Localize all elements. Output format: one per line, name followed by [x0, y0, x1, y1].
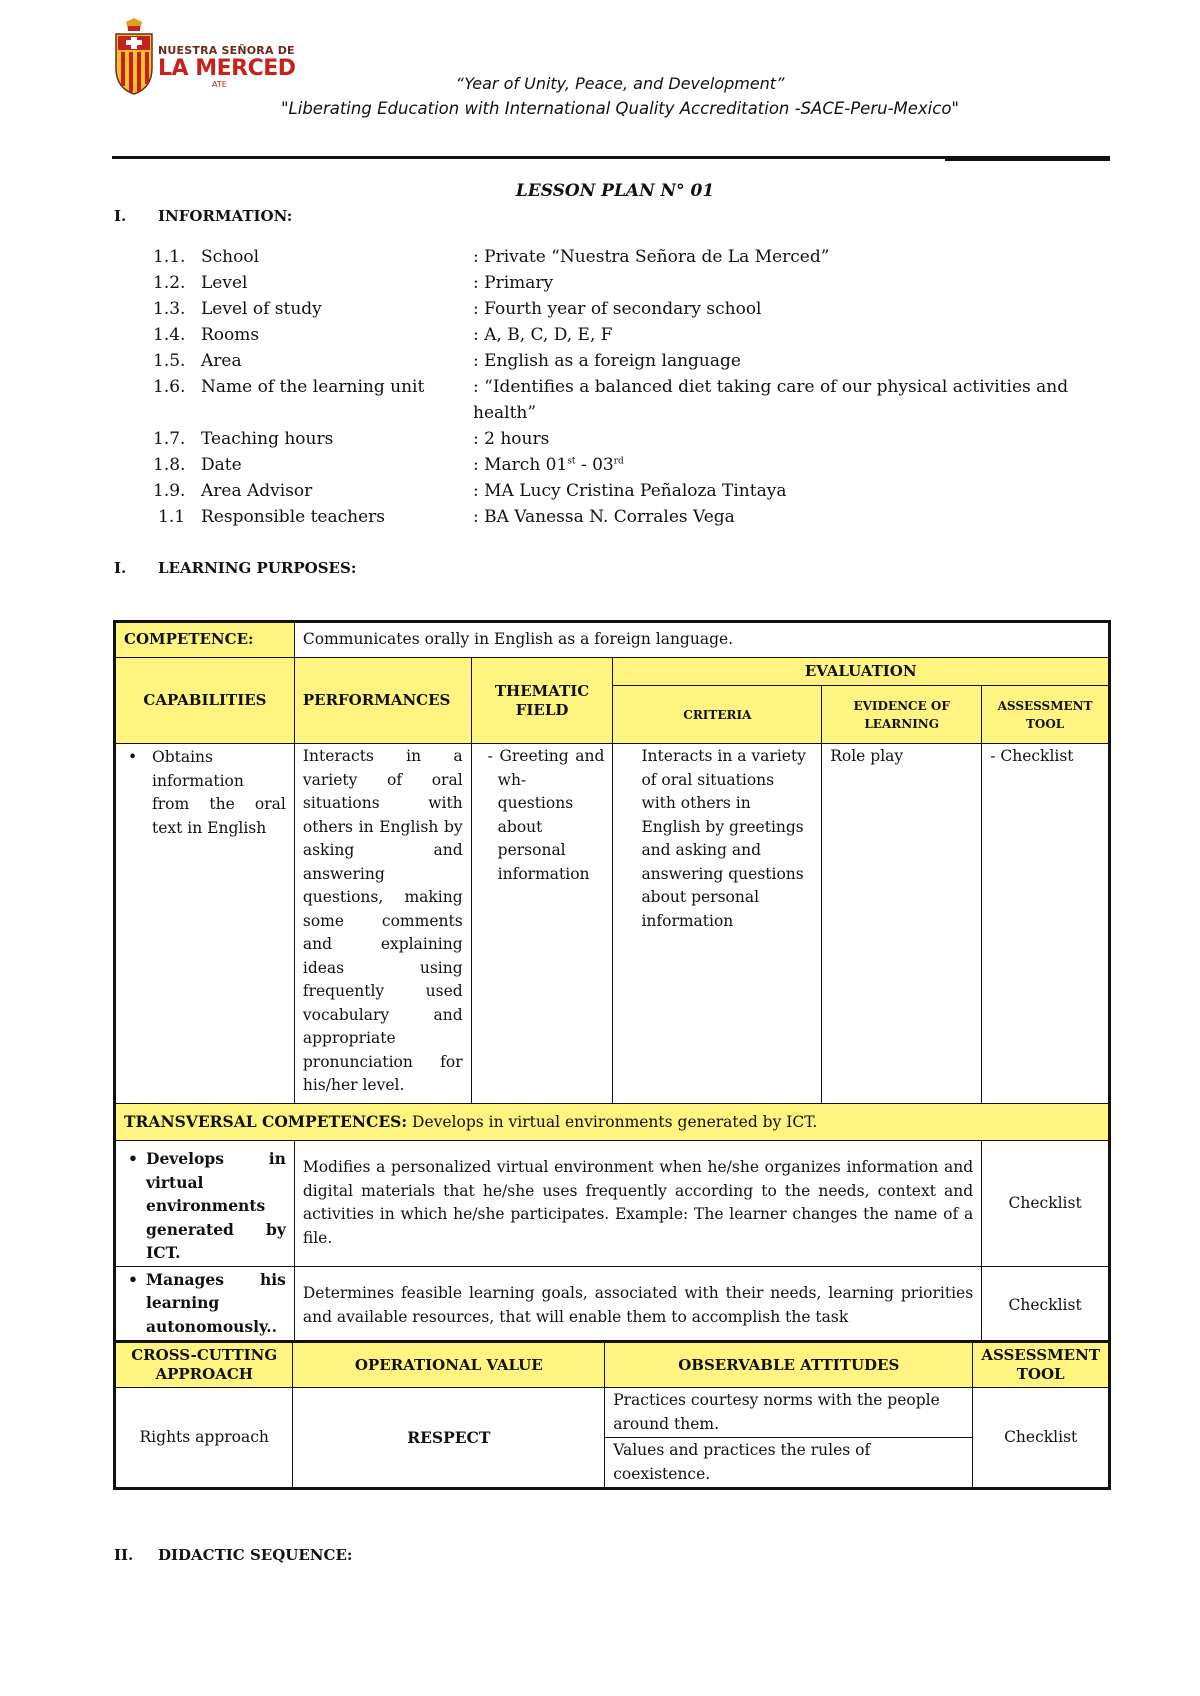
- header-capabilities: CAPABILITIES: [115, 658, 295, 744]
- transversal-description: Modifies a personalized virtual environment when he/she organizes information and digital materials that he/she uses frequently according to the needs, context and activities in which he/she participates. Example: The learner changes the name of a file.: [294, 1141, 981, 1267]
- bullet-icon: •: [128, 1269, 138, 1289]
- date-value: : March 01st - 03rd: [473, 455, 624, 475]
- approach-cell: Rights approach: [115, 1388, 293, 1489]
- capability-cell: • Obtains information from the oral text in English: [115, 744, 295, 1104]
- header-evidence: EVIDENCE OF LEARNING: [822, 686, 982, 744]
- competence-label: COMPETENCE:: [115, 622, 295, 658]
- info-row-responsible-teachers: 1.1 Responsible teachers : BA Vanessa N. Corrales Vega: [158, 507, 735, 527]
- header-observable-attitudes: OBSERVABLE ATTITUDES: [605, 1342, 973, 1388]
- attitude-cell: Values and practices the rules of coexistence.: [605, 1438, 973, 1489]
- learning-purposes-table: [113, 620, 1111, 1348]
- info-row-teaching-hours: 1.7. Teaching hours : 2 hours: [153, 429, 550, 449]
- transversal-cell: TRANSVERSAL COMPETENCES: Develops in virtual environments generated by ICT.: [115, 1104, 1110, 1141]
- cross-row: [115, 1388, 1110, 1438]
- header-divider-accent: [945, 159, 1110, 161]
- tool-cell: Checklist: [973, 1388, 1110, 1489]
- transversal-capability: • Manages his learning autonomously..: [115, 1266, 295, 1346]
- header-row: [115, 658, 1110, 686]
- info-row-learning-unit: 1.6. Name of the learning unit : “Identifies a balanced diet taking care of our physical activities and health”: [153, 377, 1069, 423]
- info-row-area-advisor: 1.9. Area Advisor : MA Lucy Cristina Peñaloza Tintaya: [153, 481, 787, 501]
- attitude-cell: Practices courtesy norms with the people around them.: [605, 1388, 973, 1438]
- cross-cutting-table: [113, 1340, 1111, 1490]
- section-label: INFORMATION:: [158, 207, 293, 225]
- motto-accreditation: "Liberating Education with International Quality Accreditation -SACE-Peru-Mexico": [280, 99, 960, 118]
- tool-cell: - Checklist: [982, 744, 1110, 1104]
- section-number: I.: [114, 559, 127, 577]
- competence-value: Communicates orally in English as a foreign language.: [294, 622, 1109, 658]
- section-information: [114, 207, 292, 225]
- info-row-level: 1.2. Level : Primary: [153, 273, 554, 293]
- criteria-cell: Interacts in a variety of oral situations with others in English by greetings and asking and answering questions about personal information: [613, 744, 822, 1104]
- motto-year: “Year of Unity, Peace, and Development”: [455, 74, 785, 93]
- thematic-cell: - Greeting and wh- questions about personal information: [471, 744, 613, 1104]
- capability-row: [115, 744, 1110, 1104]
- logo-text-sub: ATE: [212, 80, 227, 89]
- transversal-row: [115, 1104, 1110, 1141]
- competence-row: [115, 622, 1110, 658]
- bullet-icon: •: [128, 748, 138, 766]
- header-criteria: CRITERIA: [613, 686, 822, 744]
- section-number: II.: [114, 1546, 134, 1564]
- info-row-rooms: 1.4. Rooms : A, B, C, D, E, F: [153, 325, 613, 345]
- value-cell: RESPECT: [293, 1388, 605, 1489]
- section-label: DIDACTIC SEQUENCE:: [158, 1546, 353, 1564]
- performance-cell: Interacts in a variety of oral situations with others in English by asking and answering questions, making some comments and explaining ideas using frequently used vocabulary and appropriate pronunciation for his/her level.: [294, 744, 471, 1104]
- info-row-date: 1.8. Date : March 01st - 03rd: [153, 452, 1113, 478]
- transversal-tool: Checklist: [982, 1141, 1110, 1267]
- logo-text-top: NUESTRA SEÑORA DE: [158, 44, 295, 57]
- evidence-cell: Role play: [822, 744, 982, 1104]
- information-list: [153, 244, 1113, 530]
- section-number: I.: [114, 207, 127, 225]
- section-label: LEARNING PURPOSES:: [158, 559, 357, 577]
- logo-text-main: LA MERCED: [158, 56, 296, 81]
- info-row-level-of-study: 1.3. Level of study : Fourth year of secondary school: [153, 299, 762, 319]
- transversal-tool: Checklist: [982, 1266, 1110, 1346]
- header-assessment-tool: ASSESSMENT TOOL: [982, 686, 1110, 744]
- transversal-item-row: [115, 1266, 1110, 1346]
- header-cross-cutting: CROSS-CUTTING APPROACH: [115, 1342, 293, 1388]
- header-assessment-tool: ASSESSMENT TOOL: [973, 1342, 1110, 1388]
- lesson-title: LESSON PLAN N° 01: [515, 181, 715, 201]
- header-evaluation: EVALUATION: [613, 658, 1110, 686]
- transversal-description: Determines feasible learning goals, associated with their needs, learning priorities and available resources, that will enable them to accomplish the task: [294, 1266, 981, 1346]
- header-performances: PERFORMANCES: [294, 658, 471, 744]
- info-row-area: 1.5. Area : English as a foreign language: [153, 351, 741, 371]
- transversal-item-row: [115, 1141, 1110, 1267]
- section-didactic-sequence: [114, 1546, 352, 1564]
- transversal-capability: • Develops in virtual environments generated by ICT.: [115, 1141, 295, 1267]
- header-thematic-field: THEMATIC FIELD: [471, 658, 613, 744]
- cross-header-row: [115, 1342, 1110, 1388]
- bullet-icon: •: [128, 1149, 138, 1168]
- header-operational-value: OPERATIONAL VALUE: [293, 1342, 605, 1388]
- section-learning-purposes: [114, 559, 356, 577]
- info-row-school: 1.1. School : Private “Nuestra Señora de La Merced”: [153, 247, 830, 267]
